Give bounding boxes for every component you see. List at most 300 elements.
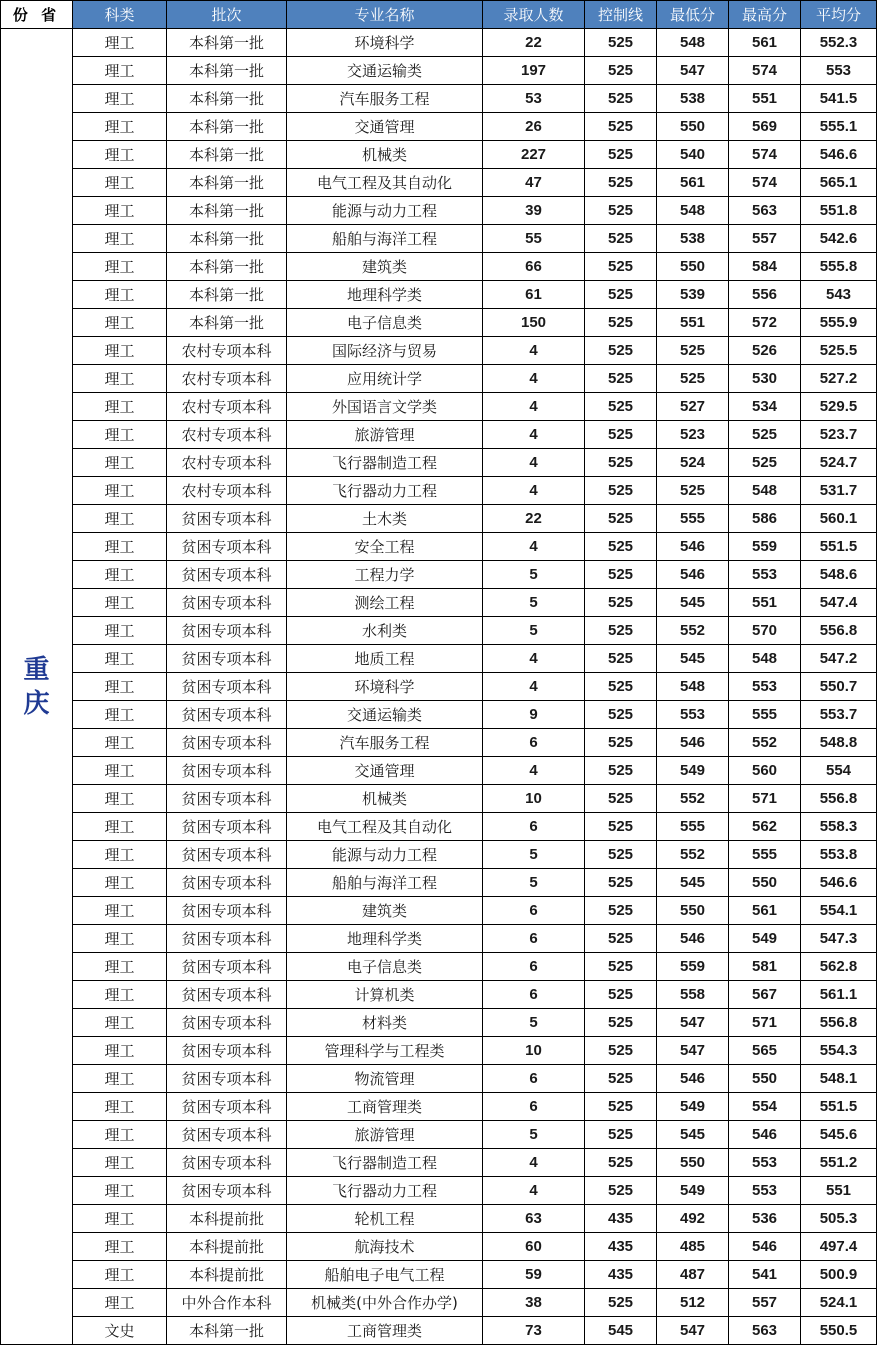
cell-min-score: 550 (657, 253, 729, 281)
cell-control-line: 525 (585, 1065, 657, 1093)
cell-subject-type: 理工 (73, 197, 167, 225)
cell-subject-type: 理工 (73, 365, 167, 393)
cell-max-score: 534 (729, 393, 801, 421)
cell-avg-score: 505.3 (801, 1205, 877, 1233)
cell-admitted-count: 5 (483, 617, 585, 645)
cell-subject-type: 理工 (73, 421, 167, 449)
cell-min-score: 538 (657, 85, 729, 113)
cell-admitted-count: 47 (483, 169, 585, 197)
cell-subject-type: 理工 (73, 393, 167, 421)
cell-control-line: 525 (585, 701, 657, 729)
table-row (1, 281, 877, 309)
cell-major-name: 能源与动力工程 (287, 841, 483, 869)
table-row (1, 1009, 877, 1037)
cell-batch: 贫困专项本科 (167, 757, 287, 785)
cell-subject-type: 理工 (73, 869, 167, 897)
cell-avg-score: 558.3 (801, 813, 877, 841)
table-row (1, 673, 877, 701)
cell-batch: 贫困专项本科 (167, 981, 287, 1009)
table-row (1, 645, 877, 673)
table-row (1, 925, 877, 953)
cell-major-name: 机械类 (287, 785, 483, 813)
table-row (1, 1149, 877, 1177)
cell-subject-type: 理工 (73, 785, 167, 813)
cell-major-name: 机械类 (287, 141, 483, 169)
cell-batch: 贫困专项本科 (167, 701, 287, 729)
cell-max-score: 525 (729, 421, 801, 449)
cell-major-name: 航海技术 (287, 1233, 483, 1261)
cell-major-name: 工商管理类 (287, 1093, 483, 1121)
cell-max-score: 548 (729, 645, 801, 673)
cell-major-name: 物流管理 (287, 1065, 483, 1093)
cell-control-line: 545 (585, 1317, 657, 1345)
cell-control-line: 525 (585, 785, 657, 813)
cell-control-line: 525 (585, 197, 657, 225)
cell-max-score: 551 (729, 589, 801, 617)
cell-control-line: 525 (585, 141, 657, 169)
province-label: 重庆 (23, 654, 50, 719)
cell-control-line: 525 (585, 1121, 657, 1149)
cell-min-score: 546 (657, 1065, 729, 1093)
cell-avg-score: 551.2 (801, 1149, 877, 1177)
cell-control-line: 525 (585, 225, 657, 253)
cell-major-name: 测绘工程 (287, 589, 483, 617)
cell-control-line: 525 (585, 757, 657, 785)
cell-major-name: 计算机类 (287, 981, 483, 1009)
cell-batch: 贫困专项本科 (167, 1065, 287, 1093)
table-row (1, 309, 877, 337)
cell-min-score: 550 (657, 1149, 729, 1177)
cell-avg-score: 547.2 (801, 645, 877, 673)
cell-major-name: 外国语言文学类 (287, 393, 483, 421)
cell-major-name: 汽车服务工程 (287, 729, 483, 757)
header-admitted-count: 录取人数 (483, 1, 585, 29)
cell-max-score: 546 (729, 1121, 801, 1149)
cell-batch: 贫困专项本科 (167, 1093, 287, 1121)
cell-admitted-count: 53 (483, 85, 585, 113)
cell-min-score: 550 (657, 113, 729, 141)
cell-avg-score: 543 (801, 281, 877, 309)
cell-batch: 本科第一批 (167, 309, 287, 337)
cell-admitted-count: 61 (483, 281, 585, 309)
cell-max-score: 554 (729, 1093, 801, 1121)
cell-admitted-count: 6 (483, 925, 585, 953)
cell-major-name: 管理科学与工程类 (287, 1037, 483, 1065)
cell-batch: 农村专项本科 (167, 365, 287, 393)
cell-avg-score: 553 (801, 57, 877, 85)
table-row (1, 197, 877, 225)
table-header (1, 1, 877, 29)
cell-subject-type: 理工 (73, 253, 167, 281)
cell-major-name: 飞行器动力工程 (287, 477, 483, 505)
table-row (1, 141, 877, 169)
cell-avg-score: 531.7 (801, 477, 877, 505)
cell-avg-score: 551.5 (801, 533, 877, 561)
cell-batch: 本科提前批 (167, 1261, 287, 1289)
cell-major-name: 船舶电子电气工程 (287, 1261, 483, 1289)
header-major-name: 专业名称 (287, 1, 483, 29)
table-row (1, 421, 877, 449)
cell-admitted-count: 5 (483, 1121, 585, 1149)
cell-admitted-count: 4 (483, 421, 585, 449)
cell-subject-type: 理工 (73, 1065, 167, 1093)
cell-batch: 本科第一批 (167, 113, 287, 141)
table-row (1, 1317, 877, 1345)
cell-batch: 贫困专项本科 (167, 561, 287, 589)
header-min-score: 最低分 (657, 1, 729, 29)
cell-max-score: 561 (729, 29, 801, 57)
cell-max-score: 567 (729, 981, 801, 1009)
cell-admitted-count: 4 (483, 393, 585, 421)
cell-admitted-count: 6 (483, 981, 585, 1009)
cell-subject-type: 理工 (73, 1233, 167, 1261)
cell-major-name: 机械类(中外合作办学) (287, 1289, 483, 1317)
cell-subject-type: 理工 (73, 477, 167, 505)
table-row (1, 253, 877, 281)
cell-subject-type: 理工 (73, 617, 167, 645)
cell-batch: 农村专项本科 (167, 393, 287, 421)
cell-major-name: 飞行器动力工程 (287, 1177, 483, 1205)
table-row (1, 337, 877, 365)
table-row (1, 1233, 877, 1261)
cell-admitted-count: 38 (483, 1289, 585, 1317)
table-row (1, 29, 877, 57)
cell-subject-type: 理工 (73, 645, 167, 673)
cell-avg-score: 560.1 (801, 505, 877, 533)
table-body (1, 29, 877, 1345)
cell-subject-type: 理工 (73, 729, 167, 757)
cell-admitted-count: 10 (483, 785, 585, 813)
cell-admitted-count: 4 (483, 337, 585, 365)
cell-subject-type: 理工 (73, 29, 167, 57)
cell-major-name: 船舶与海洋工程 (287, 869, 483, 897)
cell-avg-score: 555.1 (801, 113, 877, 141)
cell-major-name: 地理科学类 (287, 925, 483, 953)
cell-avg-score: 562.8 (801, 953, 877, 981)
cell-min-score: 548 (657, 197, 729, 225)
cell-max-score: 557 (729, 1289, 801, 1317)
cell-major-name: 轮机工程 (287, 1205, 483, 1233)
table-row (1, 701, 877, 729)
header-subject-type: 科类 (73, 1, 167, 29)
table-row (1, 533, 877, 561)
cell-admitted-count: 39 (483, 197, 585, 225)
cell-min-score: 523 (657, 421, 729, 449)
cell-min-score: 547 (657, 1037, 729, 1065)
cell-major-name: 电子信息类 (287, 309, 483, 337)
cell-control-line: 525 (585, 981, 657, 1009)
cell-batch: 贫困专项本科 (167, 1009, 287, 1037)
cell-max-score: 574 (729, 141, 801, 169)
cell-min-score: 525 (657, 365, 729, 393)
cell-batch: 贫困专项本科 (167, 813, 287, 841)
cell-avg-score: 527.2 (801, 365, 877, 393)
cell-major-name: 建筑类 (287, 253, 483, 281)
cell-max-score: 552 (729, 729, 801, 757)
table-row (1, 785, 877, 813)
cell-batch: 本科第一批 (167, 169, 287, 197)
cell-subject-type: 理工 (73, 85, 167, 113)
table-row (1, 729, 877, 757)
cell-batch: 本科第一批 (167, 253, 287, 281)
cell-min-score: 547 (657, 1009, 729, 1037)
cell-min-score: 555 (657, 813, 729, 841)
cell-avg-score: 551 (801, 1177, 877, 1205)
cell-control-line: 525 (585, 421, 657, 449)
cell-avg-score: 550.5 (801, 1317, 877, 1345)
cell-subject-type: 理工 (73, 561, 167, 589)
cell-min-score: 512 (657, 1289, 729, 1317)
cell-subject-type: 理工 (73, 701, 167, 729)
cell-subject-type: 文史 (73, 1317, 167, 1345)
table-row (1, 1261, 877, 1289)
cell-control-line: 525 (585, 897, 657, 925)
cell-avg-score: 548.6 (801, 561, 877, 589)
cell-batch: 农村专项本科 (167, 449, 287, 477)
table-row (1, 1065, 877, 1093)
header-max-score: 最高分 (729, 1, 801, 29)
cell-admitted-count: 4 (483, 1177, 585, 1205)
cell-avg-score: 555.8 (801, 253, 877, 281)
cell-max-score: 562 (729, 813, 801, 841)
cell-subject-type: 理工 (73, 1149, 167, 1177)
cell-avg-score: 551.8 (801, 197, 877, 225)
cell-max-score: 546 (729, 1233, 801, 1261)
cell-max-score: 563 (729, 197, 801, 225)
cell-admitted-count: 6 (483, 1093, 585, 1121)
table-row (1, 1205, 877, 1233)
cell-max-score: 526 (729, 337, 801, 365)
cell-subject-type: 理工 (73, 1009, 167, 1037)
header-batch: 批次 (167, 1, 287, 29)
cell-major-name: 安全工程 (287, 533, 483, 561)
cell-control-line: 525 (585, 29, 657, 57)
cell-max-score: 581 (729, 953, 801, 981)
cell-major-name: 交通管理 (287, 113, 483, 141)
cell-control-line: 525 (585, 253, 657, 281)
cell-avg-score: 548.8 (801, 729, 877, 757)
table-row (1, 477, 877, 505)
cell-max-score: 574 (729, 169, 801, 197)
cell-batch: 本科提前批 (167, 1205, 287, 1233)
cell-major-name: 汽车服务工程 (287, 85, 483, 113)
cell-max-score: 584 (729, 253, 801, 281)
cell-batch: 本科第一批 (167, 281, 287, 309)
cell-subject-type: 理工 (73, 1205, 167, 1233)
cell-subject-type: 理工 (73, 1093, 167, 1121)
cell-min-score: 553 (657, 701, 729, 729)
cell-min-score: 487 (657, 1261, 729, 1289)
table-row (1, 869, 877, 897)
cell-major-name: 地理科学类 (287, 281, 483, 309)
table-row (1, 757, 877, 785)
cell-batch: 农村专项本科 (167, 421, 287, 449)
cell-admitted-count: 6 (483, 897, 585, 925)
cell-admitted-count: 5 (483, 589, 585, 617)
table-row (1, 1093, 877, 1121)
cell-max-score: 550 (729, 869, 801, 897)
cell-min-score: 561 (657, 169, 729, 197)
cell-min-score: 552 (657, 617, 729, 645)
cell-subject-type: 理工 (73, 281, 167, 309)
cell-admitted-count: 150 (483, 309, 585, 337)
cell-batch: 贫困专项本科 (167, 841, 287, 869)
cell-control-line: 435 (585, 1205, 657, 1233)
cell-min-score: 549 (657, 757, 729, 785)
cell-subject-type: 理工 (73, 533, 167, 561)
cell-batch: 贫困专项本科 (167, 589, 287, 617)
cell-max-score: 553 (729, 1177, 801, 1205)
cell-major-name: 工商管理类 (287, 1317, 483, 1345)
cell-control-line: 525 (585, 589, 657, 617)
cell-admitted-count: 6 (483, 953, 585, 981)
cell-admitted-count: 6 (483, 813, 585, 841)
cell-admitted-count: 22 (483, 29, 585, 57)
cell-control-line: 525 (585, 729, 657, 757)
cell-batch: 贫困专项本科 (167, 1177, 287, 1205)
cell-control-line: 525 (585, 1177, 657, 1205)
cell-batch: 贫困专项本科 (167, 505, 287, 533)
table-row (1, 57, 877, 85)
cell-min-score: 492 (657, 1205, 729, 1233)
cell-batch: 贫困专项本科 (167, 617, 287, 645)
cell-major-name: 土木类 (287, 505, 483, 533)
cell-avg-score: 524.7 (801, 449, 877, 477)
cell-control-line: 525 (585, 337, 657, 365)
cell-control-line: 435 (585, 1261, 657, 1289)
cell-major-name: 交通运输类 (287, 57, 483, 85)
cell-batch: 中外合作本科 (167, 1289, 287, 1317)
cell-max-score: 548 (729, 477, 801, 505)
cell-admitted-count: 5 (483, 869, 585, 897)
header-province: 份 省 (1, 1, 73, 29)
cell-avg-score: 552.3 (801, 29, 877, 57)
cell-major-name: 飞行器制造工程 (287, 449, 483, 477)
cell-batch: 本科第一批 (167, 141, 287, 169)
cell-control-line: 525 (585, 365, 657, 393)
cell-major-name: 地质工程 (287, 645, 483, 673)
cell-major-name: 建筑类 (287, 897, 483, 925)
cell-control-line: 525 (585, 617, 657, 645)
cell-major-name: 水利类 (287, 617, 483, 645)
cell-subject-type: 理工 (73, 309, 167, 337)
cell-subject-type: 理工 (73, 1261, 167, 1289)
table-row (1, 169, 877, 197)
cell-major-name: 飞行器制造工程 (287, 1149, 483, 1177)
cell-major-name: 旅游管理 (287, 1121, 483, 1149)
cell-admitted-count: 60 (483, 1233, 585, 1261)
header-avg-score: 平均分 (801, 1, 877, 29)
cell-major-name: 电气工程及其自动化 (287, 813, 483, 841)
province-cell (1, 29, 73, 1345)
cell-avg-score: 542.6 (801, 225, 877, 253)
cell-avg-score: 500.9 (801, 1261, 877, 1289)
cell-subject-type: 理工 (73, 113, 167, 141)
cell-max-score: 553 (729, 561, 801, 589)
cell-control-line: 525 (585, 169, 657, 197)
cell-max-score: 557 (729, 225, 801, 253)
cell-avg-score: 524.1 (801, 1289, 877, 1317)
cell-control-line: 525 (585, 477, 657, 505)
cell-max-score: 553 (729, 673, 801, 701)
cell-min-score: 548 (657, 29, 729, 57)
table-row (1, 561, 877, 589)
cell-admitted-count: 4 (483, 645, 585, 673)
cell-subject-type: 理工 (73, 1121, 167, 1149)
table-row (1, 365, 877, 393)
table-row (1, 981, 877, 1009)
cell-admitted-count: 4 (483, 757, 585, 785)
cell-batch: 贫困专项本科 (167, 869, 287, 897)
cell-min-score: 545 (657, 589, 729, 617)
cell-min-score: 559 (657, 953, 729, 981)
cell-min-score: 546 (657, 925, 729, 953)
cell-max-score: 571 (729, 1009, 801, 1037)
cell-max-score: 563 (729, 1317, 801, 1345)
cell-control-line: 525 (585, 561, 657, 589)
cell-avg-score: 545.6 (801, 1121, 877, 1149)
cell-admitted-count: 63 (483, 1205, 585, 1233)
cell-control-line: 525 (585, 1037, 657, 1065)
cell-avg-score: 548.1 (801, 1065, 877, 1093)
cell-min-score: 525 (657, 477, 729, 505)
cell-control-line: 525 (585, 281, 657, 309)
cell-control-line: 525 (585, 533, 657, 561)
cell-admitted-count: 26 (483, 113, 585, 141)
cell-min-score: 552 (657, 785, 729, 813)
table-row (1, 1177, 877, 1205)
cell-major-name: 工程力学 (287, 561, 483, 589)
cell-max-score: 549 (729, 925, 801, 953)
cell-subject-type: 理工 (73, 757, 167, 785)
cell-max-score: 555 (729, 701, 801, 729)
cell-control-line: 525 (585, 1009, 657, 1037)
cell-admitted-count: 4 (483, 673, 585, 701)
cell-batch: 农村专项本科 (167, 337, 287, 365)
table-row (1, 505, 877, 533)
cell-max-score: 569 (729, 113, 801, 141)
cell-subject-type: 理工 (73, 925, 167, 953)
cell-min-score: 546 (657, 533, 729, 561)
cell-batch: 本科第一批 (167, 1317, 287, 1345)
cell-min-score: 550 (657, 897, 729, 925)
cell-subject-type: 理工 (73, 57, 167, 85)
cell-major-name: 交通管理 (287, 757, 483, 785)
cell-control-line: 525 (585, 57, 657, 85)
cell-subject-type: 理工 (73, 337, 167, 365)
table-row (1, 85, 877, 113)
cell-avg-score: 547.4 (801, 589, 877, 617)
cell-avg-score: 553.8 (801, 841, 877, 869)
cell-control-line: 525 (585, 1093, 657, 1121)
cell-batch: 贫困专项本科 (167, 1037, 287, 1065)
cell-major-name: 环境科学 (287, 29, 483, 57)
cell-avg-score: 551.5 (801, 1093, 877, 1121)
cell-admitted-count: 4 (483, 533, 585, 561)
cell-avg-score: 565.1 (801, 169, 877, 197)
cell-avg-score: 550.7 (801, 673, 877, 701)
cell-max-score: 571 (729, 785, 801, 813)
cell-admitted-count: 4 (483, 449, 585, 477)
cell-avg-score: 556.8 (801, 617, 877, 645)
cell-batch: 贫困专项本科 (167, 953, 287, 981)
cell-avg-score: 556.8 (801, 785, 877, 813)
cell-subject-type: 理工 (73, 505, 167, 533)
cell-max-score: 570 (729, 617, 801, 645)
table-row (1, 225, 877, 253)
cell-min-score: 525 (657, 337, 729, 365)
table-row (1, 1121, 877, 1149)
